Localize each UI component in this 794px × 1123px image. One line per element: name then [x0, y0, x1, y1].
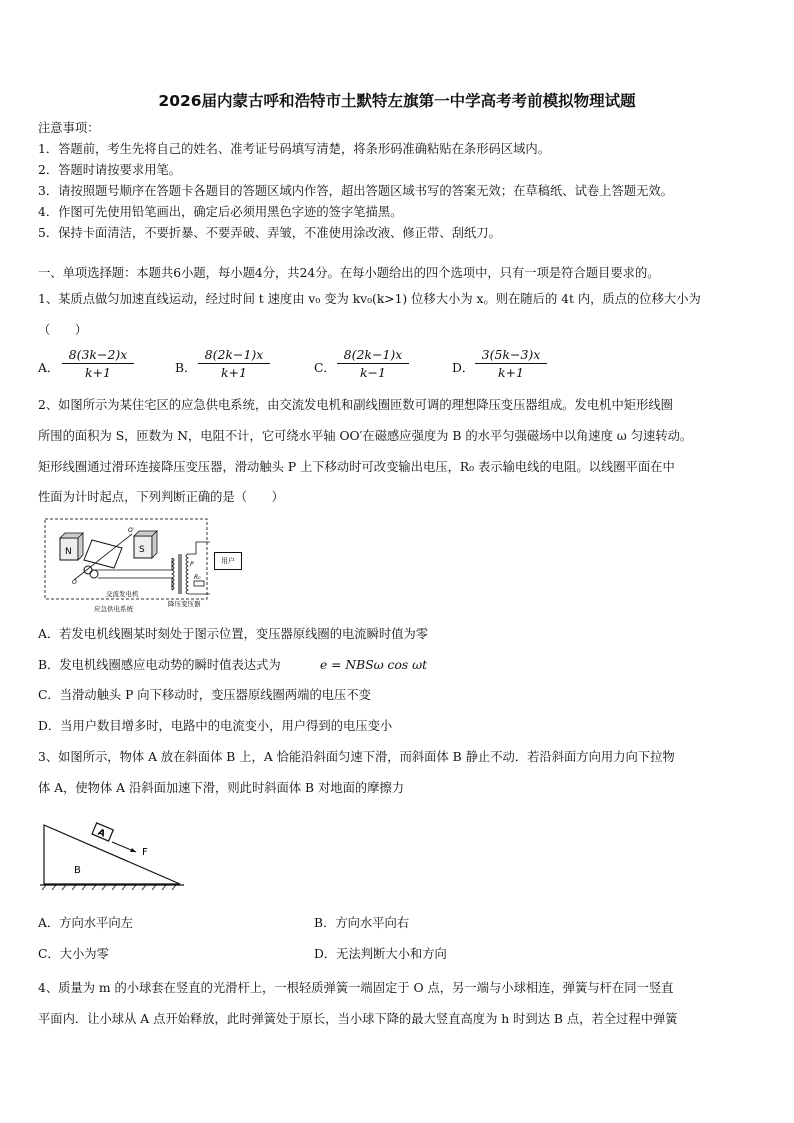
- ground-hatching: [42, 885, 176, 890]
- fraction-denominator: k+1: [84, 365, 111, 380]
- option-c-label: C．: [314, 361, 336, 375]
- page-title: 2026届内蒙古呼和浩特市土默特左旗第一中学高考考前模拟物理试题: [158, 92, 636, 110]
- option-b-label: B．: [175, 361, 197, 375]
- question-2-option-b: B．发电机线圈感应电动势的瞬时值表达式为: [38, 658, 281, 672]
- option-c-fraction: [337, 347, 409, 380]
- question-1-bracket: （ ）: [38, 323, 88, 337]
- option-b-fraction: [198, 347, 270, 380]
- fraction-denominator: k−1: [359, 365, 386, 380]
- user-load-box: 用户: [214, 552, 242, 570]
- force-f-label: F: [142, 847, 148, 858]
- block-a: [92, 823, 114, 842]
- slip-ring: [90, 570, 98, 578]
- question-1-stem: 1、某质点做匀加速直线运动，经过时间 t 速度由 v₀ 变为 kv₀(k>1) 位移大小为 x。则在随后的 4t 内，质点的位移大小为: [38, 292, 701, 306]
- question-2-stem: 性面为计时起点，下列判断正确的是（ ）: [38, 490, 284, 504]
- notice-item: 1．答题前，考生先将自己的姓名、准考证号码填写清楚，将条形码准确粘贴在条形码区域内。: [38, 142, 550, 156]
- question-2-stem: 2、如图所示为某住宅区的应急供电系统，由交流发电机和副线圈匝数可调的理想降压变压器组成。发电机中矩形线圈: [38, 398, 673, 412]
- system-caption: 应急供电系统: [94, 605, 133, 613]
- question-2-stem: 所围的面积为 S，匝数为 N，电阻不计，它可绕水平轴 OO′在磁感应强度为 B 的水平匀强磁场中以角速度 ω 匀速转动。: [38, 429, 693, 443]
- axis-o-prime-label: O′: [128, 527, 135, 534]
- option-a-fraction: [62, 347, 134, 380]
- wire: [92, 558, 172, 590]
- question-4-stem: 4、质量为 m 的小球套在竖直的光滑杆上，一根轻质弹簧一端固定于 O 点，另一端与小球相连，弹簧与杆在同一竖直: [38, 981, 674, 995]
- fraction-numerator: 8(3k−2)x: [62, 347, 134, 364]
- question-3-option-b: B．方向水平向右: [314, 916, 410, 930]
- generator-caption: 交流发电机: [106, 590, 139, 598]
- question-2-option-d: D．当用户数目增多时，电路中的电流变小，用户得到的电压变小: [38, 719, 393, 733]
- question-3-stem: 体 A，使物体 A 沿斜面加速下滑，则此时斜面体 B 对地面的摩擦力: [38, 781, 405, 795]
- resistor-r0-label: R₀: [194, 574, 201, 581]
- option-d-fraction: [475, 347, 547, 380]
- question-3-stem: 3、如图所示，物体 A 放在斜面体 B 上，A 恰能沿斜面匀速下滑，而斜面体 B 静止不动．若沿斜面方向用力向下拉物: [38, 750, 675, 764]
- fraction-numerator: 8(2k−1)x: [198, 347, 270, 364]
- resistor-r0: [194, 581, 204, 586]
- fraction-denominator: k+1: [497, 365, 524, 380]
- question-2-option-c: C．当滑动触头 P 向下移动时，变压器原线圈两端的电压不变: [38, 688, 371, 702]
- option-b-formula: e = NBSω cos ωt: [320, 658, 428, 672]
- axis-o-label: O: [72, 579, 77, 586]
- question-4-stem: 平面内．让小球从 A 点开始释放，此时弹簧处于原长，当小球下降的最大竖直高度为 h 时到达 B 点，若全过程中弹簧: [38, 1012, 678, 1026]
- question-3-option-d: D．无法判断大小和方向: [314, 947, 447, 961]
- section-heading: 一、单项选择题：本题共6小题，每小题4分，共24分。在每小题给出的四个选项中，只有一项是符合题目要求的。: [38, 266, 660, 280]
- question-2-stem: 矩形线圈通过滑环连接降压变压器，滑动触头 P 上下移动时可改变输出电压，R₀ 表示输电线的电阻。以线圈平面在中: [38, 460, 675, 474]
- notice-item: 2．答题时请按要求用笔。: [38, 163, 182, 177]
- fraction-numerator: 3(5k−3)x: [475, 347, 547, 364]
- slider-p-label: P: [190, 561, 194, 568]
- option-a-label: A．: [38, 361, 60, 375]
- incline-diagram: [40, 818, 190, 893]
- magnet-n-label: N: [65, 547, 72, 557]
- rectangular-coil: [84, 540, 122, 568]
- secondary-winding: [186, 554, 188, 594]
- magnet-s-label: S: [139, 545, 145, 555]
- notice-item: 5．保持卡面清洁，不要折暴、不要弄破、弄皱，不准使用涂改液、修正带、刮纸刀。: [38, 226, 501, 240]
- generator-circuit-diagram: [44, 518, 212, 614]
- block-a-label: A: [96, 827, 107, 840]
- fraction-denominator: k+1: [220, 365, 247, 380]
- question-2-option-a: A．若发电机线圈某时刻处于图示位置，变压器原线圈的电流瞬时值为零: [38, 627, 429, 641]
- fraction-numerator: 8(2k−1)x: [337, 347, 409, 364]
- slip-ring: [84, 566, 92, 574]
- question-3-option-a: A．方向水平向左: [38, 916, 133, 930]
- transformer-caption: 降压变压器: [168, 600, 201, 608]
- option-d-label: D．: [452, 361, 475, 375]
- notice-item: 3．请按照题号顺序在答题卡各题目的答题区域内作答，超出答题区域书写的答案无效；在草稿纸、试卷上答题无效。: [38, 184, 673, 198]
- notice-heading: 注意事项：: [38, 121, 100, 135]
- wedge-b-label: B: [74, 865, 81, 876]
- question-3-option-c: C．大小为零: [38, 947, 109, 961]
- notice-item: 4．作图可先使用铅笔画出，确定后必须用黑色字迹的签字笔描黑。: [38, 205, 403, 219]
